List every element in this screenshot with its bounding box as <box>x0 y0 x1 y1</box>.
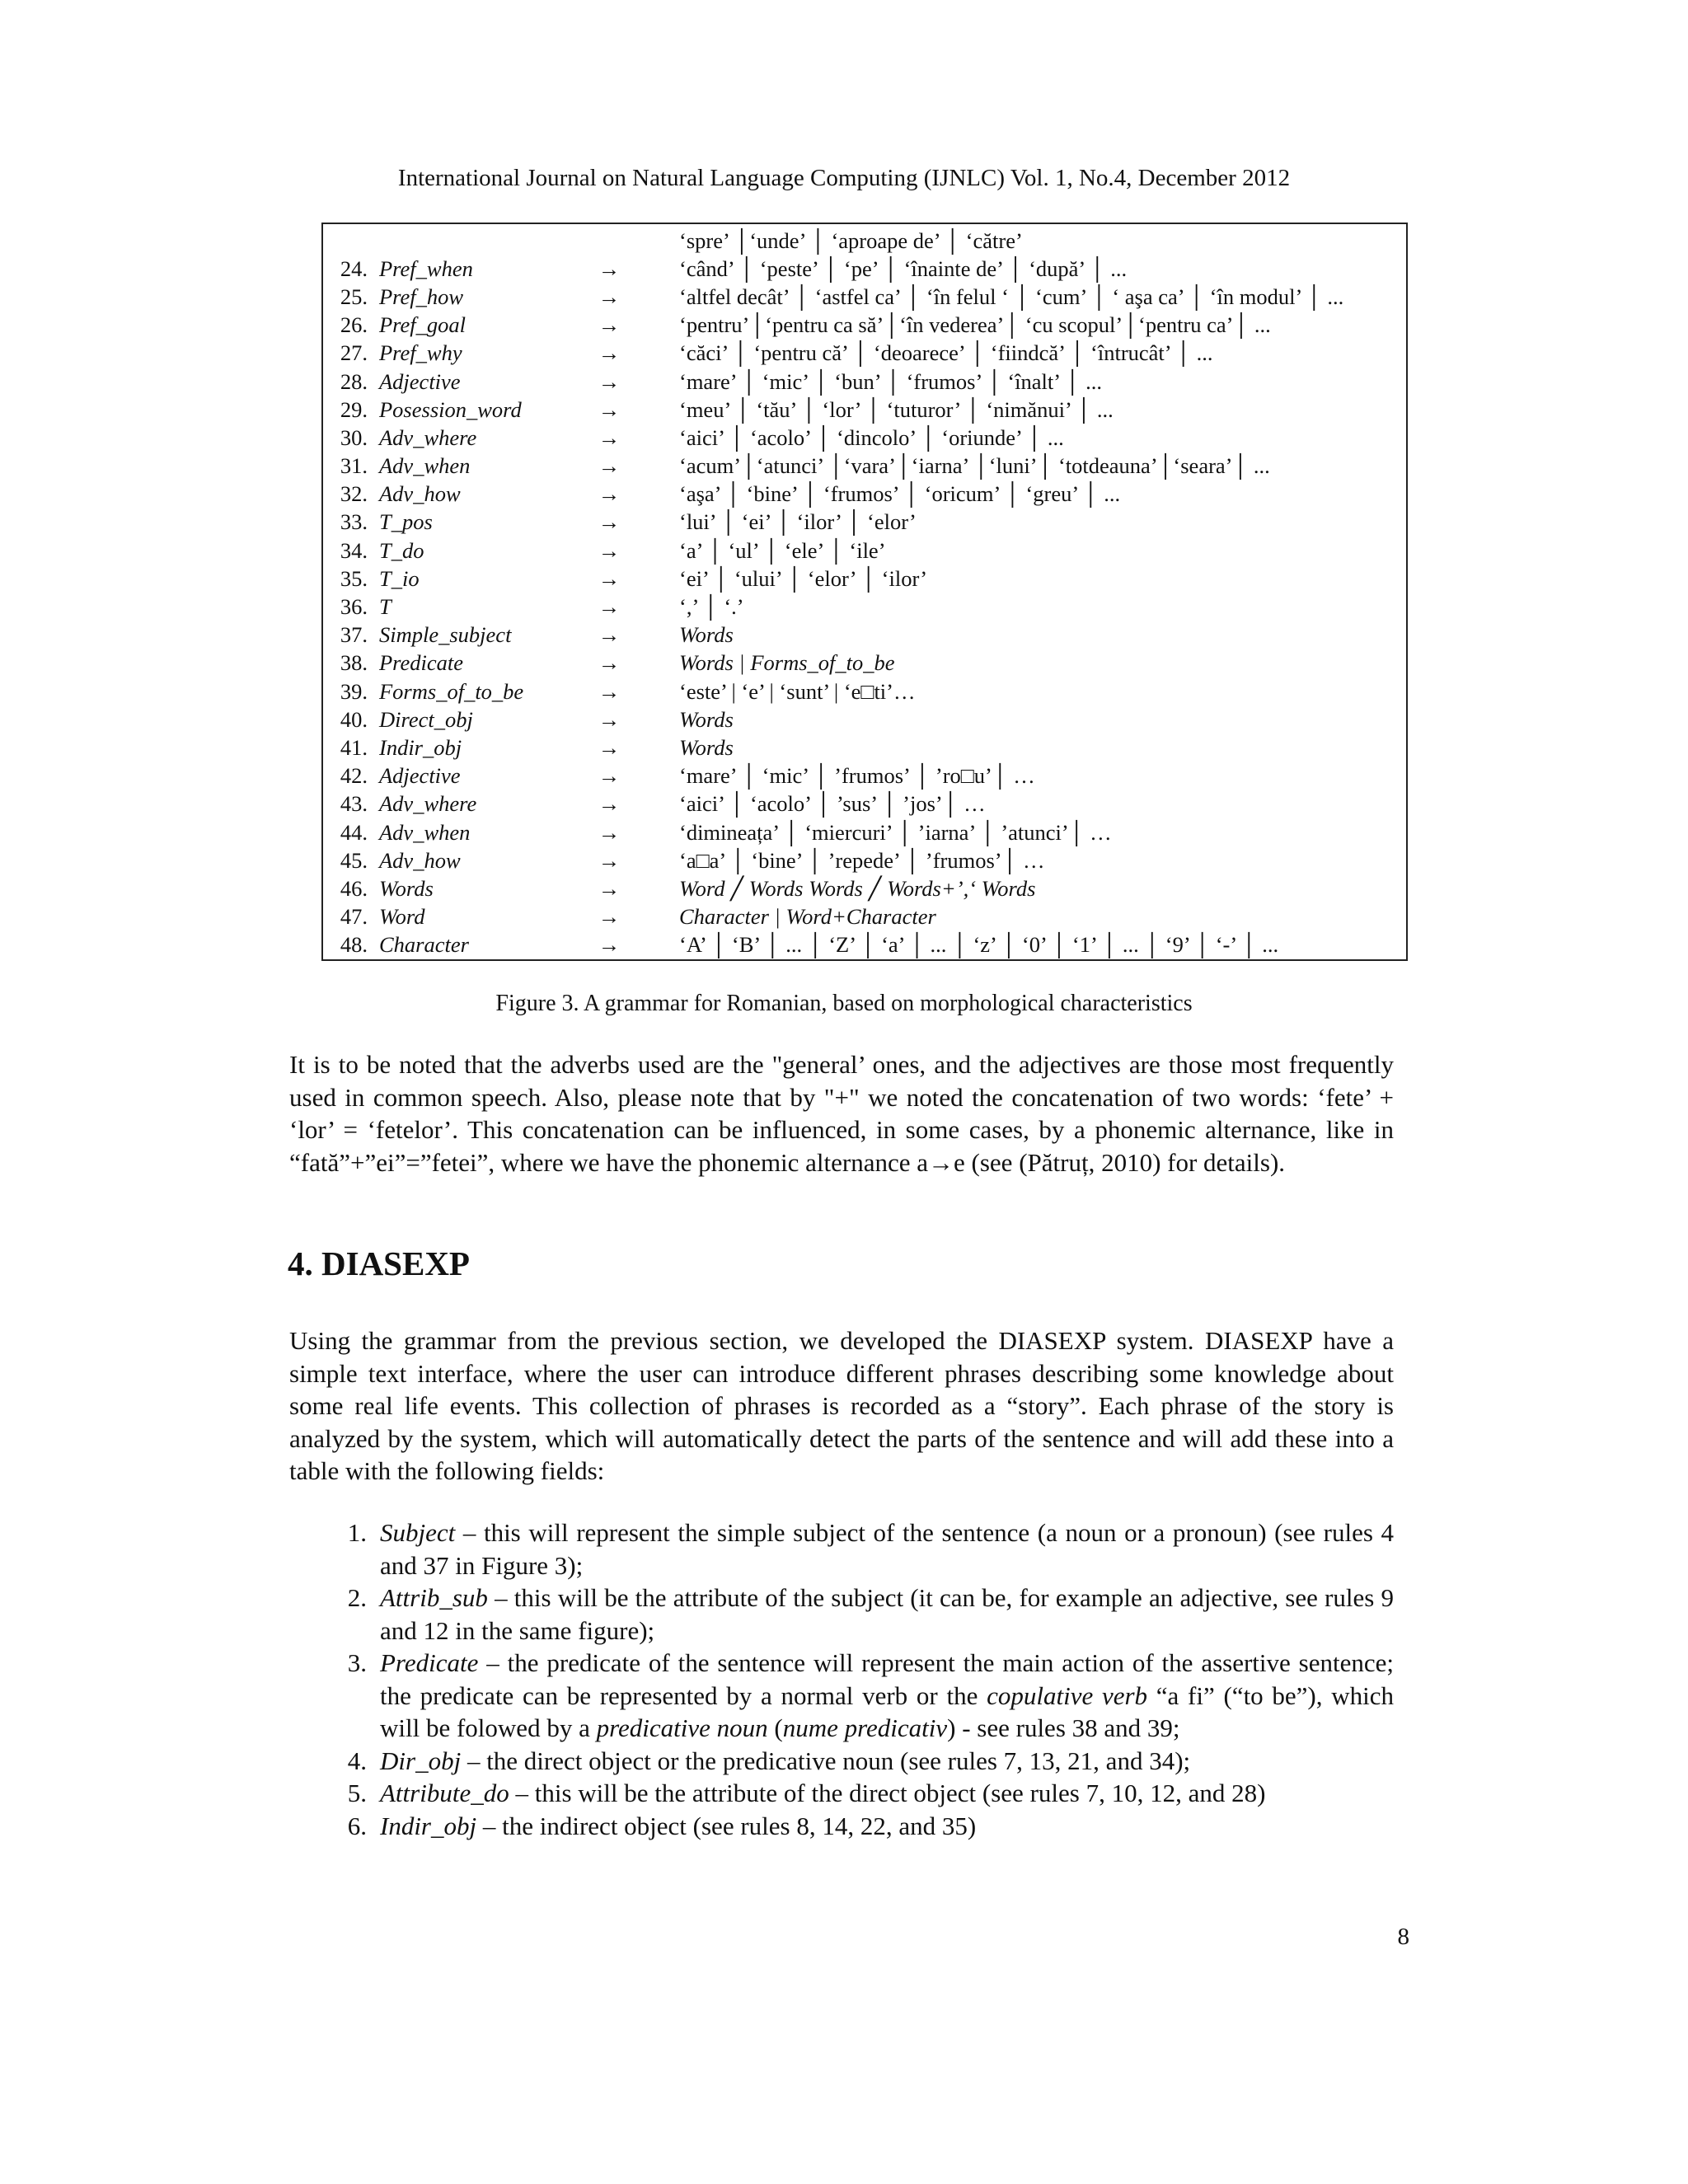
grammar-nonterminal: Simple_subject <box>379 622 512 648</box>
grammar-rule-number: 37. <box>340 622 368 648</box>
grammar-rule-number: 35. <box>340 565 368 591</box>
grammar-rule-number: 48. <box>340 932 368 958</box>
grammar-rule-number: 31. <box>340 453 368 479</box>
grammar-row <box>323 846 1406 874</box>
grammar-production: Character | Word+Character <box>679 904 936 930</box>
field-description: ( <box>767 1713 783 1742</box>
grammar-nonterminal: Word <box>379 904 425 930</box>
grammar-production: Words | Forms_of_to_be <box>679 650 895 676</box>
grammar-rule-number: 28. <box>340 368 368 394</box>
grammar-rule-number: 47. <box>340 904 368 930</box>
grammar-arrow: → <box>598 565 621 591</box>
grammar-row <box>323 368 1406 396</box>
grammar-nonterminal: T_pos <box>379 509 433 535</box>
grammar-rule-number: 26. <box>340 312 368 338</box>
paragraph-morphology-note: It is to be noted that the adverbs used are the "general’ ones, and the adjectives are those most frequently used in common speech. Also, please note that by "+" we noted the concatenation of two words: ‘fete’ + ‘lor’ = ‘fetelor’. This concatenation can be influenced, in some cases, by a phonemic alternance, like in “fată”+”ei”=”fetei”, where we have the phonemic alternance a→e (see (Pătruț, 2010) for details). <box>289 1050 1394 1177</box>
grammar-rule-number: 34. <box>340 537 368 563</box>
grammar-arrow: → <box>598 622 621 648</box>
grammar-arrow: → <box>598 875 621 901</box>
field-term: Attrib_sub <box>380 1583 488 1612</box>
figure-caption: Figure 3. A grammar for Romanian, based on morphological characteristics <box>495 991 1193 1016</box>
list-item <box>289 1647 1394 1745</box>
grammar-nonterminal: Adv_where <box>379 424 477 450</box>
grammar-rule-number: 41. <box>340 734 368 760</box>
grammar-nonterminal: Adjective <box>379 763 461 789</box>
field-description: – the predicate of the sentence will represent the main action of the assertive sentence; the predicate can be represented by a normal verb or the <box>380 1648 1394 1710</box>
grammar-arrow: → <box>598 481 621 507</box>
grammar-production: ‘lui’ │ ‘ei’ │ ‘ilor’ │ ‘elor’ <box>679 509 917 535</box>
grammar-nonterminal: Pref_when <box>379 255 473 281</box>
emphasis: nume predicativ <box>782 1713 948 1742</box>
list-text <box>380 1745 1394 1778</box>
grammar-production: ‘mare’ │ ‘mic’ │ ’frumos’ │ ’ro□u’│ … <box>679 763 1035 789</box>
grammar-row <box>323 565 1406 593</box>
list-number: 1. <box>347 1518 367 1547</box>
field-description: – the indirect object (see rules 8, 14, 22, and 35) <box>476 1811 977 1840</box>
list-item <box>289 1810 1394 1843</box>
grammar-arrow: → <box>598 678 621 704</box>
grammar-row <box>323 733 1406 762</box>
list-item <box>289 1745 1394 1778</box>
grammar-rule-number: 38. <box>340 650 368 676</box>
grammar-row <box>323 312 1406 340</box>
field-description: – this will represent the simple subject of the sentence (a noun or a pronoun) (see rules 4 and 37 in Figure 3); <box>380 1518 1394 1580</box>
list-text <box>380 1582 1394 1647</box>
grammar-row <box>323 509 1406 537</box>
grammar-production: ‘altfel decât’ │ ‘astfel ca’ │ ‘în felul ‘ │ ‘cum’ │ ‘ aşa ca’ │ ‘în modul’ │ ... <box>679 284 1344 309</box>
grammar-rule-number: 46. <box>340 875 368 901</box>
grammar-nonterminal: T_do <box>379 537 424 563</box>
grammar-row <box>323 621 1406 649</box>
paragraph-diasexp-intro: Using the grammar from the previous section, we developed the DIASEXP system. DIASEXP have a simple text interface, where the user can introduce different phrases describing some knowledge about some real life events. This collection of phrases is recorded as a “story”. Each phrase of the story is analyzed by the system, which will automatically detect the parts of the sentence and will add these into a table with the following fields: <box>289 1326 1394 1485</box>
grammar-row <box>323 903 1406 931</box>
list-item <box>289 1582 1394 1647</box>
page-number: 8 <box>1397 1924 1409 1950</box>
grammar-nonterminal: Adv_how <box>379 847 461 873</box>
grammar-nonterminal: Pref_why <box>379 340 462 366</box>
grammar-arrow: → <box>598 255 621 281</box>
list-text <box>380 1777 1394 1810</box>
grammar-row <box>323 480 1406 509</box>
grammar-nonterminal: Adjective <box>379 368 461 394</box>
grammar-production: ‘aici’ │ ‘acolo’ │ ’sus’ │ ’jos’│ … <box>679 791 986 817</box>
grammar-rule-number: 30. <box>340 424 368 450</box>
list-text <box>380 1810 1394 1843</box>
field-term: Predicate <box>380 1648 479 1677</box>
field-description: – the direct object or the predicative noun (see rules 7, 13, 21, and 34); <box>461 1746 1191 1775</box>
grammar-arrow: → <box>598 819 621 845</box>
grammar-production: ‘căci’ │ ‘pentru că’ │ ‘deoarece’ │ ‘fiindcă’ │ ‘întrucât’ │ ... <box>679 340 1213 366</box>
grammar-nonterminal: T_io <box>379 565 420 591</box>
grammar-nonterminal: Posession_word <box>379 396 522 422</box>
grammar-row <box>323 931 1406 959</box>
grammar-arrow: → <box>598 312 621 338</box>
grammar-rule-number: 36. <box>340 594 368 620</box>
field-description: “a fi” (“to be”), which will be folowed by a <box>380 1680 1395 1742</box>
grammar-row <box>323 593 1406 621</box>
grammar-arrow: → <box>598 904 621 930</box>
list-item <box>289 1516 1394 1582</box>
grammar-row <box>323 452 1406 480</box>
grammar-production: Words <box>679 734 734 760</box>
grammar-rule-number: 27. <box>340 340 368 366</box>
list-item <box>289 1777 1394 1810</box>
field-description: – this will be the attribute of the direct object (see rules 7, 10, 12, and 28) <box>509 1779 1266 1807</box>
grammar-nonterminal: Adv_where <box>379 791 477 817</box>
list-number: 4. <box>347 1746 367 1775</box>
grammar-production: ‘când’ │ ‘peste’ │ ‘pe’ │ ‘înainte de’ │ ‘după’ │ ... <box>679 255 1128 281</box>
grammar-nonterminal: Adv_when <box>379 453 471 479</box>
grammar-table <box>321 223 1408 961</box>
grammar-production: ‘meu’ │ ‘tău’ │ ‘lor’ │ ‘tuturor’ │ ‘nimănui’ │ ... <box>679 396 1114 422</box>
list-number: 3. <box>347 1648 367 1677</box>
grammar-arrow: → <box>598 734 621 760</box>
grammar-arrow: → <box>598 763 621 789</box>
grammar-row <box>323 818 1406 846</box>
grammar-rule-number: 25. <box>340 284 368 309</box>
grammar-production: Words <box>679 622 734 648</box>
grammar-rule-number: 32. <box>340 481 368 507</box>
grammar-arrow: → <box>598 368 621 394</box>
grammar-arrow: → <box>598 650 621 676</box>
grammar-nonterminal: Pref_goal <box>379 312 467 338</box>
grammar-row <box>323 677 1406 705</box>
list-text <box>380 1516 1394 1582</box>
grammar-nonterminal: Direct_obj <box>379 706 473 732</box>
emphasis: copulative verb <box>987 1680 1148 1710</box>
field-term: Indir_obj <box>380 1811 477 1840</box>
grammar-rule-number: 44. <box>340 819 368 845</box>
grammar-row <box>323 790 1406 818</box>
grammar-row <box>323 340 1406 368</box>
grammar-rule-number: 39. <box>340 678 368 704</box>
grammar-rule-number: 29. <box>340 396 368 422</box>
grammar-production: ‘,’ │ ‘.’ <box>679 594 744 620</box>
grammar-row <box>323 255 1406 283</box>
grammar-rule-number: 42. <box>340 763 368 789</box>
grammar-row <box>323 762 1406 790</box>
field-term: Subject <box>380 1518 456 1547</box>
grammar-nonterminal: Character <box>379 932 469 958</box>
grammar-production: Words <box>679 706 734 732</box>
grammar-nonterminal: Indir_obj <box>379 734 462 760</box>
grammar-nonterminal: T <box>379 594 392 620</box>
grammar-row <box>323 396 1406 424</box>
grammar-rule-number: 40. <box>340 706 368 732</box>
list-number: 2. <box>347 1583 367 1612</box>
list-number: 6. <box>347 1811 367 1840</box>
grammar-production: ‘pentru’│‘pentru ca să’│‘în vederea’│ ‘cu scopul’│‘pentru ca’│ ... <box>679 312 1271 338</box>
list-number: 5. <box>347 1779 367 1807</box>
grammar-production: ‘mare’ │ ‘mic’ │ ‘bun’ │ ‘frumos’ │ ‘înalt’ │ ... <box>679 368 1103 394</box>
grammar-rule-number: 24. <box>340 255 368 281</box>
grammar-row <box>323 705 1406 733</box>
grammar-row <box>323 537 1406 565</box>
grammar-production: ‘A’ │ ‘B’ │ ... │ ‘Z’ │ ‘a’ │ ... │ ‘z’ │ ‘0’ │ ‘1’ │ ... │ ‘9’ │ ‘-’ │ ... <box>679 932 1279 958</box>
grammar-arrow: → <box>598 340 621 366</box>
grammar-production: ‘acum’│‘atunci’ │‘vara’│‘iarna’ │‘luni’│ ‘totdeauna’│‘seara’│ ... <box>679 453 1270 479</box>
field-list <box>289 1516 1394 1842</box>
grammar-row <box>323 649 1406 677</box>
grammar-production: ‘a’ │ ‘ul’ │ ‘ele’ │ ‘ile’ <box>679 537 886 563</box>
emphasis: predicative noun <box>596 1713 768 1742</box>
grammar-production: ‘a□a’ │ ‘bine’ │ ’repede’ │ ’frumos’│ … <box>679 847 1045 873</box>
grammar-nonterminal: Adv_when <box>379 819 471 845</box>
grammar-rule-number: 45. <box>340 847 368 873</box>
grammar-production: ‘este’ | ‘e’ | ‘sunt’ | ‘e□ti’… <box>679 678 916 704</box>
grammar-arrow: → <box>598 706 621 732</box>
grammar-arrow: → <box>598 509 621 535</box>
running-header: International Journal on Natural Language Computing (IJNLC) Vol. 1, No.4, December 2012 <box>397 165 1291 191</box>
grammar-nonterminal: Pref_how <box>379 284 464 309</box>
grammar-arrow: → <box>598 453 621 479</box>
grammar-arrow: → <box>598 396 621 422</box>
grammar-arrow: → <box>598 537 621 563</box>
grammar-nonterminal: Forms_of_to_be <box>379 678 524 704</box>
grammar-nonterminal: Predicate <box>379 650 464 676</box>
grammar-nonterminal: Adv_how <box>379 481 461 507</box>
field-description: ) - see rules 38 and 39; <box>947 1713 1180 1742</box>
field-term: Attribute_do <box>380 1779 509 1807</box>
grammar-production: ‘ei’ │ ‘ului’ │ ‘elor’ │ ‘ilor’ <box>679 565 928 591</box>
grammar-row <box>323 874 1406 902</box>
field-description: – this will be the attribute of the subject (it can be, for example an adjective, see rules 9 and 12 in the same figure); <box>380 1583 1394 1645</box>
grammar-production: ‘dimineața’ │ ‘miercuri’ │ ’iarna’ │ ’atunci’│ … <box>679 819 1112 845</box>
grammar-arrow: → <box>598 594 621 620</box>
grammar-arrow: → <box>598 791 621 817</box>
grammar-row <box>323 227 1406 255</box>
section-heading: 4. DIASEXP <box>288 1244 470 1282</box>
field-term: Dir_obj <box>380 1746 462 1775</box>
grammar-production: ‘aşa’ │ ‘bine’ │ ‘frumos’ │ ‘oricum’ │ ‘greu’ │ ... <box>679 481 1121 507</box>
grammar-arrow: → <box>598 932 621 958</box>
grammar-arrow: → <box>598 847 621 873</box>
grammar-row <box>323 283 1406 311</box>
grammar-rule-number: 43. <box>340 791 368 817</box>
grammar-production: ‘spre’ │‘unde’ │ ‘aproape de’ │ ‘către’ <box>679 227 1023 253</box>
grammar-row <box>323 424 1406 452</box>
grammar-rule-number: 33. <box>340 509 368 535</box>
grammar-nonterminal: Words <box>379 875 434 901</box>
grammar-production: ‘aici’ │ ‘acolo’ │ ‘dincolo’ │ ‘oriunde’ │ ... <box>679 424 1064 450</box>
grammar-production: Word ╱ Words Words ╱ Words+’,‘ Words <box>679 875 1036 901</box>
grammar-arrow: → <box>598 284 621 309</box>
grammar-arrow: → <box>598 424 621 450</box>
list-text <box>380 1647 1394 1745</box>
